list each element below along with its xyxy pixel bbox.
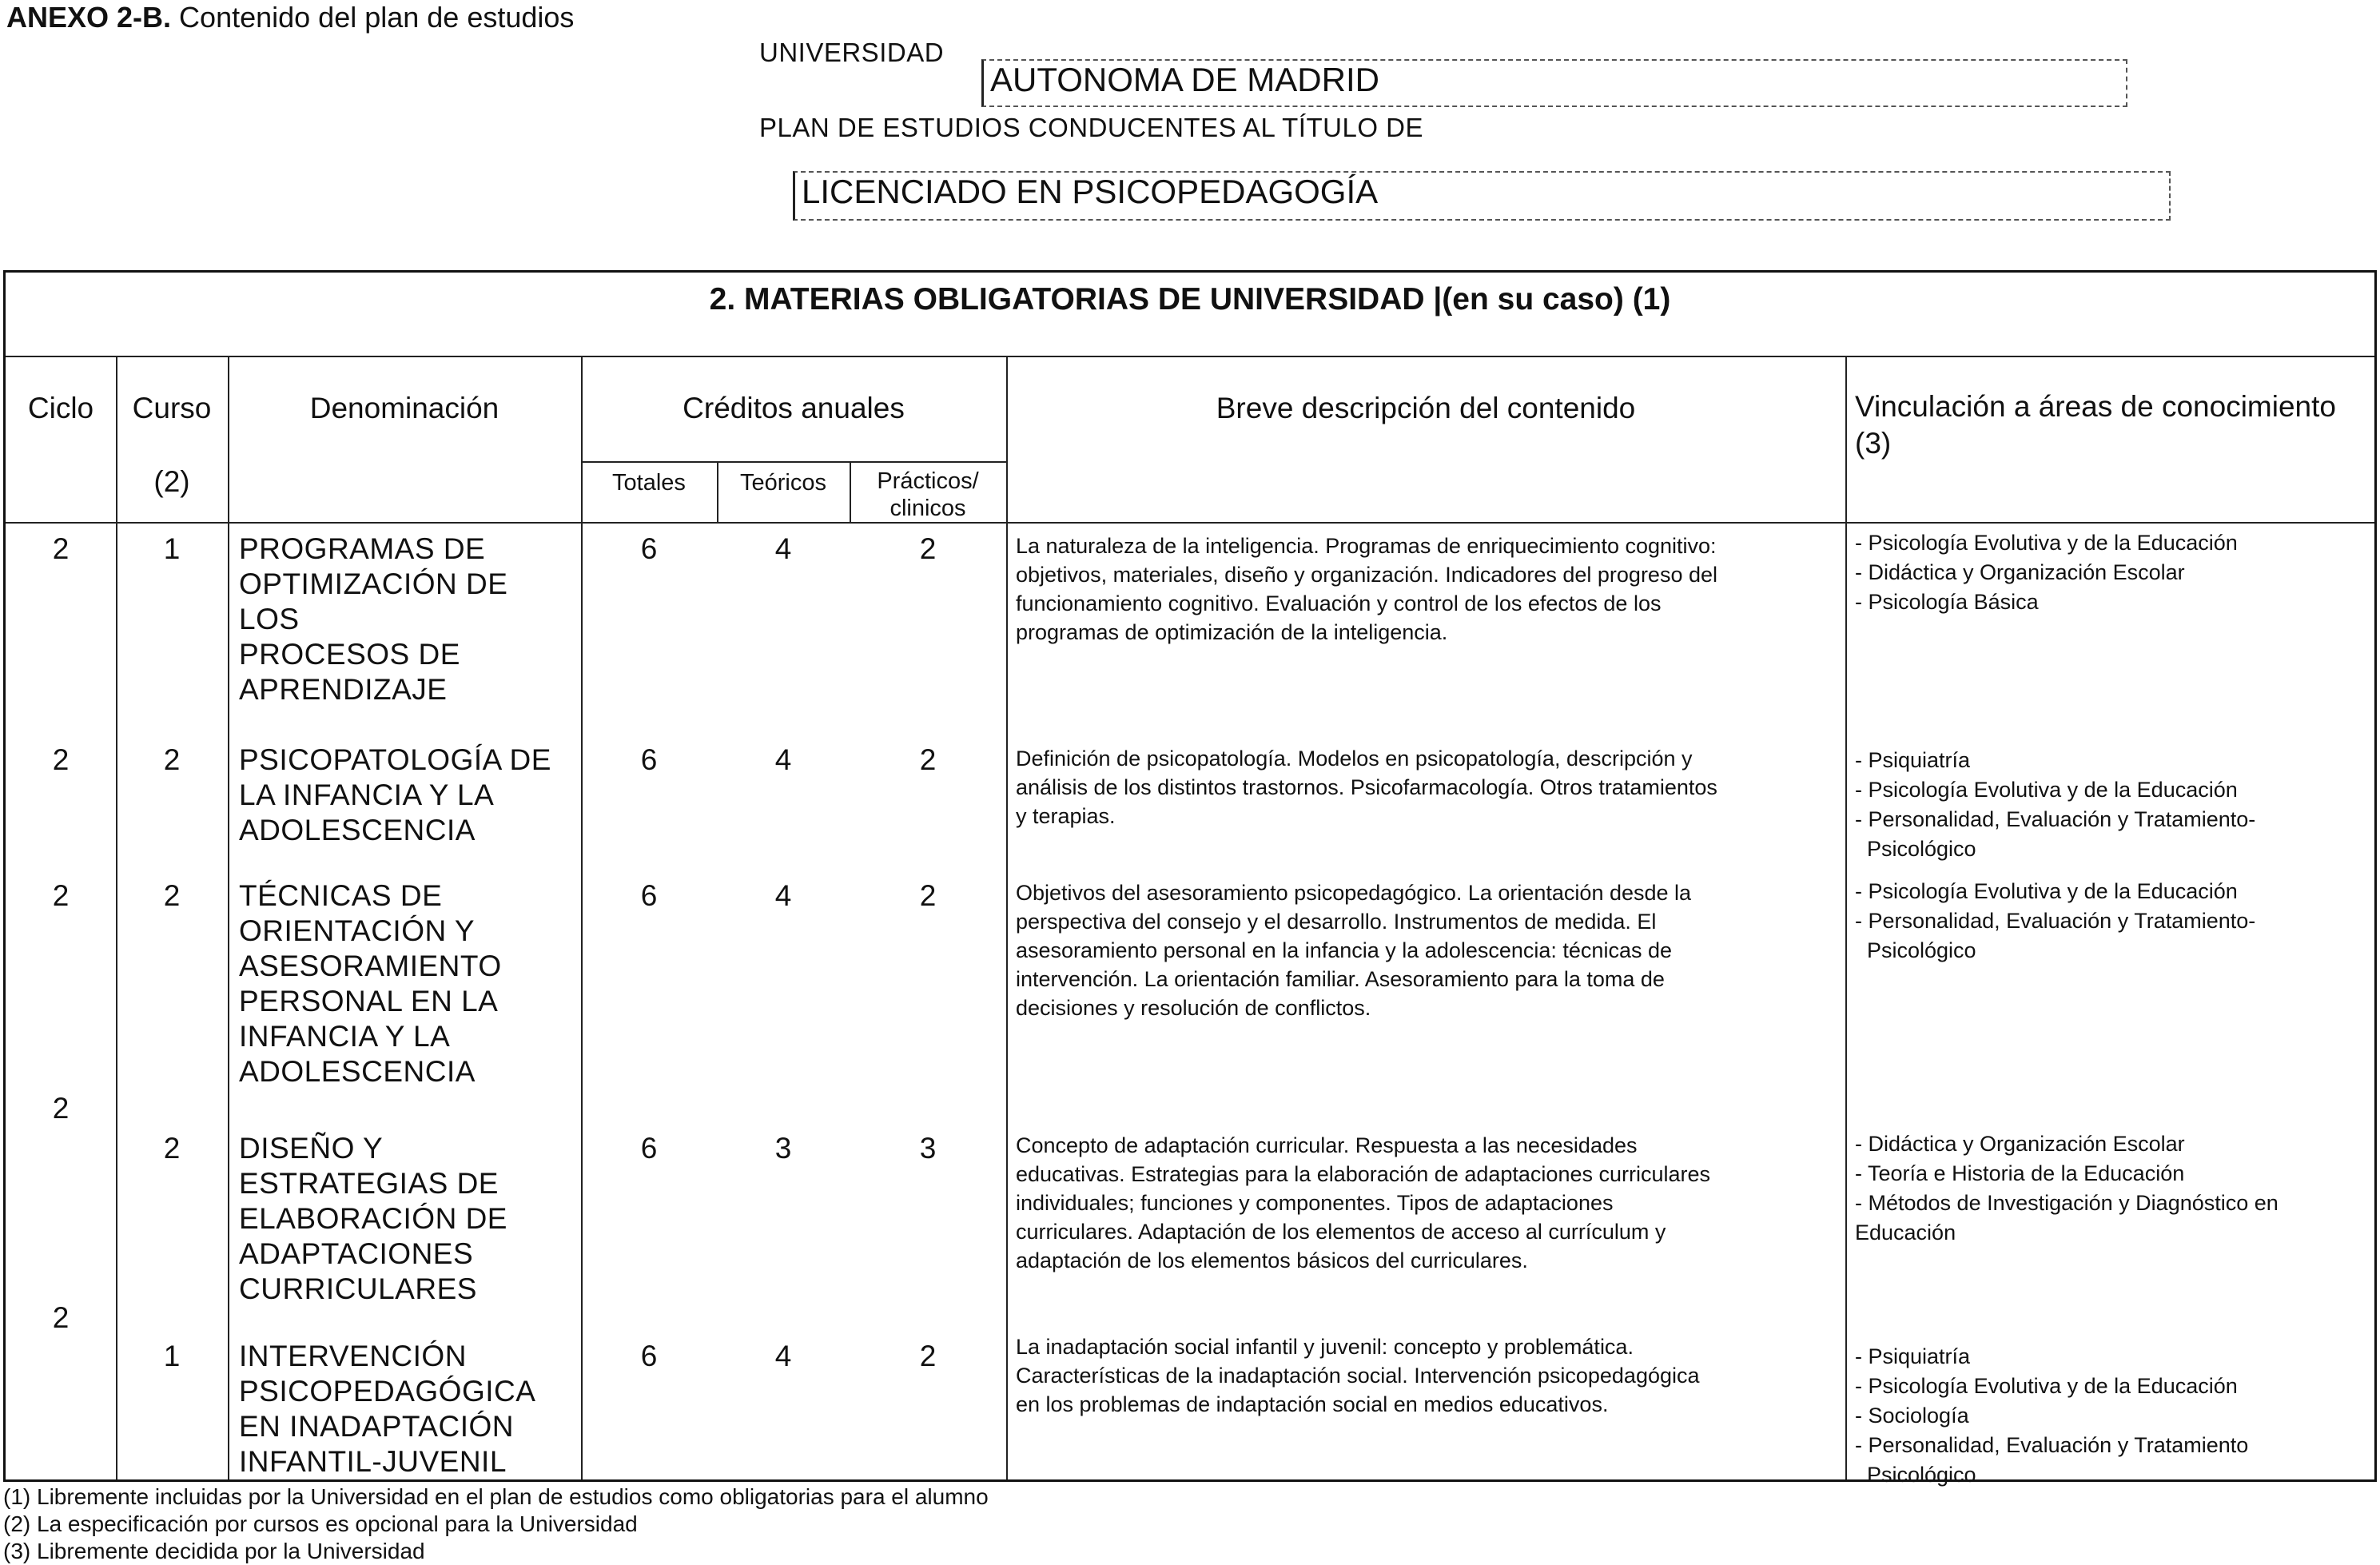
cell-denominacion [239,1339,535,1479]
cell-descripcion [1016,878,1691,1022]
area-item: - Psiquiatría [1855,1344,1971,1368]
denominacion-line: ADOLESCENCIA [239,1055,476,1088]
col-vinculacion: Vinculación a áreas de conocimiento [1855,390,2336,423]
denominacion-line: PROCESOS DE [239,638,460,671]
cell-teoricos: 4 [774,1340,792,1372]
area-item: Psicológico [1855,837,1976,861]
denominacion-line: INTERVENCIÓN [239,1340,467,1372]
degree-value: LICENCIADO EN PSICOPEDAGOGÍA [802,173,1379,210]
plan-label: PLAN DE ESTUDIOS CONDUCENTES AL TÍTULO DE [759,113,1423,142]
area-item: - Personalidad, Evaluación y Tratamiento- [1855,807,2256,831]
col-teoricos: Teóricos [740,470,826,496]
cell-ciclo: 2 [52,879,70,912]
denominacion-line: ASESORAMIENTO [239,950,502,982]
annex-subtitle: Contenido del plan de estudios [171,1,575,34]
cell-curso: 2 [163,1132,181,1165]
denominacion-line: DISEÑO Y [239,1132,384,1165]
cell-descripcion [1016,532,1717,647]
area-item: - Didáctica y Organización Escolar [1855,560,2185,584]
descripcion-line: y terapias. [1016,804,1116,828]
credits-subheader-divider [581,461,1006,463]
area-item: Psicológico [1855,1463,1976,1487]
university-value: AUTONOMA DE MADRID [990,61,1379,98]
descripcion-line: en los problemas de indaptación social en medios educativos. [1016,1392,1609,1416]
descripcion-line: funcionamiento cognitivo. Evaluación y control de los efectos de los [1016,591,1662,615]
descripcion-line: decisiones y resolución de conflictos. [1016,996,1371,1020]
col-ciclo: Ciclo [27,392,94,424]
cell-totales: 6 [640,532,658,565]
descripcion-line: asesoramiento personal en la infancia y la adolescencia: técnicas de [1016,938,1672,962]
col-clinicos: clinicos [890,496,966,521]
header-divider [6,522,2374,524]
descripcion-line: curriculares. Adaptación de los elementos de acceso al currículum y [1016,1220,1666,1244]
cell-areas [1855,877,2255,966]
cell-teoricos: 4 [774,879,792,912]
denominacion-line: PERSONAL EN LA [239,985,499,1017]
subjects-table [3,270,2377,1487]
area-item: - Didáctica y Organización Escolar [1855,1132,2185,1156]
cell-descripcion [1016,1131,1710,1275]
cell-descripcion [1016,1332,1700,1419]
area-item: - Psicología Evolutiva y de la Educación [1855,531,2238,555]
cell-curso: 2 [163,743,181,776]
cell-ciclo: 2 [52,1092,70,1125]
cell-areas [1855,1342,2248,1490]
descripcion-line: La inadaptación social infantil y juvenil: concepto y problemática. [1016,1335,1634,1359]
column-divider [228,357,229,1479]
column-divider [1006,357,1008,1479]
title-divider [6,356,2374,357]
cell-descripcion [1016,744,1717,830]
cell-ciclo: 2 [52,532,70,565]
annex-heading [6,0,574,35]
area-item: Educación [1855,1221,1956,1244]
col-denominacion: Denominación [309,392,499,424]
footnote-1: (1) Libremente incluidas por la Universidad en el plan de estudios como obligatorias para el alumno [3,1484,989,1509]
descripcion-line: objetivos, materiales, diseño y organización. Indicadores del progreso del [1016,563,1718,587]
area-item: - Métodos de Investigación y Diagnóstico en [1855,1191,2279,1215]
area-item: - Personalidad, Evaluación y Tratamiento- [1855,909,2256,933]
col-creditos: Créditos anuales [683,392,905,424]
cell-curso: 2 [163,879,181,912]
cell-areas [1855,528,2238,617]
denominacion-line: PSICOPATOLOGÍA DE [239,743,551,776]
denominacion-line: OPTIMIZACIÓN DE [239,567,508,600]
column-divider [581,357,583,1479]
area-item: - Personalidad, Evaluación y Tratamiento [1855,1433,2249,1457]
denominacion-line: ADOLESCENCIA [239,814,476,846]
cell-areas [1855,746,2255,864]
denominacion-line: CURRICULARES [239,1272,477,1305]
cell-curso: 1 [163,1340,181,1372]
cell-practicos: 2 [919,743,937,776]
area-item: - Psicología Evolutiva y de la Educación [1855,1374,2238,1398]
col-practicos: Prácticos/ [877,468,979,494]
cell-teoricos: 3 [774,1132,792,1165]
table-title: 2. MATERIAS OBLIGATORIAS DE UNIVERSIDAD |(en su caso) (1) [709,282,1671,317]
descripcion-line: Características de la inadaptación social. Intervención psicopedagógica [1016,1364,1700,1388]
cell-ciclo: 2 [52,743,70,776]
cell-teoricos: 4 [774,532,792,565]
denominacion-line: ELABORACIÓN DE [239,1202,507,1235]
col-curso-note: (2) [153,465,190,498]
descripcion-line: individuales; funciones y componentes. Tipos de adaptaciones [1016,1191,1614,1215]
footnote-2: (2) La especificación por cursos es opcional para la Universidad [3,1511,638,1536]
cell-denominacion [239,743,551,848]
column-divider [116,357,117,1479]
university-field [981,59,2127,107]
descripcion-line: La naturaleza de la inteligencia. Programas de enriquecimiento cognitivo: [1016,534,1717,558]
col-descripcion: Breve descripción del contenido [1216,392,1636,424]
annex-label: ANEXO 2-B. [6,1,172,34]
area-item: - Psiquiatría [1855,748,1971,772]
descripcion-line: perspectiva del consejo y el desarrollo. Instrumentos de medida. El [1016,910,1657,934]
descripcion-line: programas de optimización de la inteligencia. [1016,620,1448,644]
cell-practicos: 2 [919,1340,937,1372]
cell-totales: 6 [640,743,658,776]
denominacion-line: INFANTIL-JUVENIL [239,1445,507,1478]
column-divider [1845,357,1847,1479]
area-item: - Psicología Evolutiva y de la Educación [1855,778,2238,802]
area-item: - Psicología Evolutiva y de la Educación [1855,879,2238,903]
denominacion-line: EN INADAPTACIÓN [239,1410,514,1443]
denominacion-line: LA INFANCIA Y LA [239,779,495,811]
denominacion-line: INFANCIA Y LA [239,1020,451,1053]
area-item: Psicológico [1855,938,1976,962]
cell-areas [1855,1129,2279,1248]
denominacion-line: PSICOPEDAGÓGICA [239,1375,536,1408]
descripcion-line: intervención. La orientación familiar. Asesoramiento para la toma de [1016,967,1665,991]
descripcion-line: educativas. Estrategias para la elaboración de adaptaciones curriculares [1016,1162,1711,1186]
denominacion-line: ESTRATEGIAS DE [239,1167,499,1200]
cell-totales: 6 [640,1340,658,1372]
cell-denominacion [239,878,502,1089]
degree-field [793,171,2171,221]
cell-practicos: 3 [919,1132,937,1165]
cell-teoricos: 4 [774,743,792,776]
cell-curso: 1 [163,532,181,565]
cell-practicos: 2 [919,532,937,565]
descripcion-line: análisis de los distintos trastornos. Psicofarmacología. Otros tratamientos [1016,775,1717,799]
descripcion-line: Definición de psicopatología. Modelos en psicopatología, descripción y [1016,747,1693,771]
denominacion-line: TÉCNICAS DE [239,879,443,912]
denominacion-line: ORIENTACIÓN Y [239,914,476,947]
denominacion-line: PROGRAMAS DE [239,532,486,565]
descripcion-line: Concepto de adaptación curricular. Respuesta a las necesidades [1016,1133,1638,1157]
area-item: - Sociología [1855,1404,1969,1428]
footnote-3: (3) Libremente decidida por la Universidad [3,1539,425,1563]
denominacion-line: APRENDIZAJE [239,673,448,706]
cell-denominacion [239,532,507,707]
denominacion-line: ADAPTACIONES [239,1237,474,1270]
denominacion-line: LOS [239,603,300,635]
area-item: - Psicología Básica [1855,590,2039,614]
cell-totales: 6 [640,1132,658,1165]
university-label: UNIVERSIDAD [759,38,945,67]
col-vinculacion-note: (3) [1855,427,1892,460]
cell-practicos: 2 [919,879,937,912]
descripcion-line: Objetivos del asesoramiento psicopedagógico. La orientación desde la [1016,881,1692,905]
col-curso: Curso [132,392,212,424]
descripcion-line: adaptación de los elementos básicos del curriculares. [1016,1248,1528,1272]
cell-totales: 6 [640,879,658,912]
area-item: - Teoría e Historia de la Educación [1855,1161,2185,1185]
cell-ciclo: 2 [52,1301,70,1334]
col-totales: Totales [612,470,686,496]
cell-denominacion [239,1131,507,1307]
